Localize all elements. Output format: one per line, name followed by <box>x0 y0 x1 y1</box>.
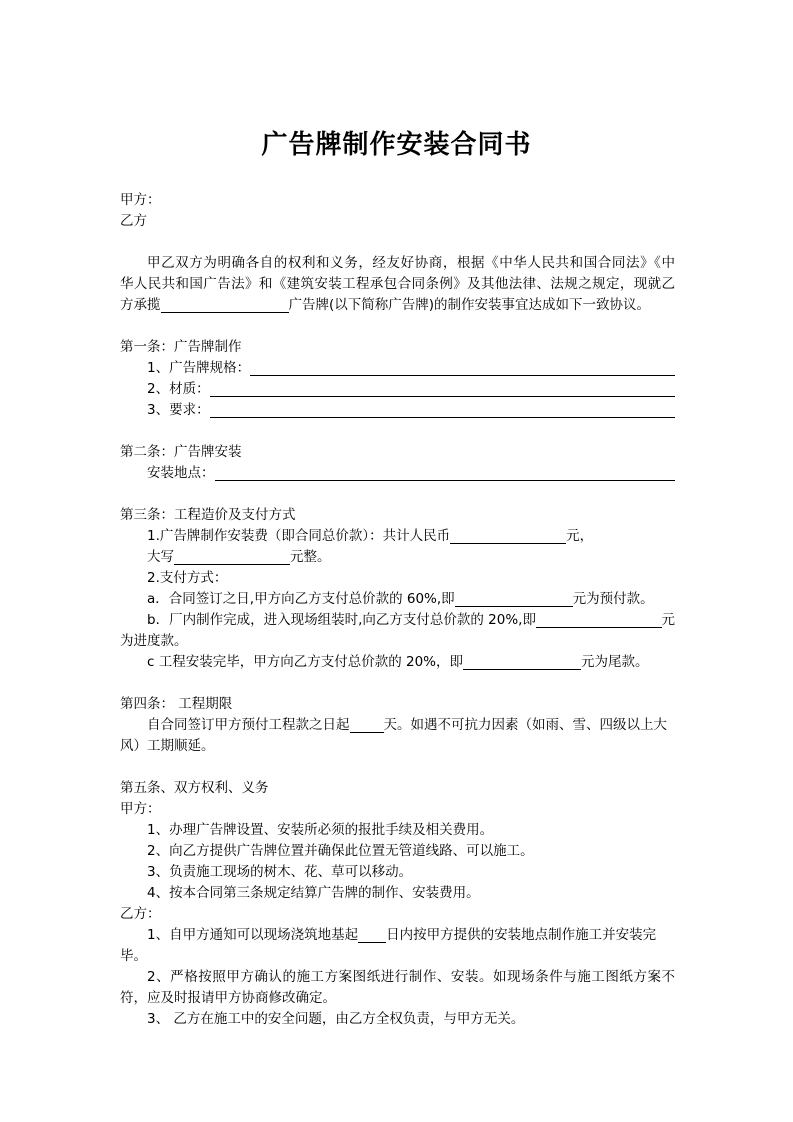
payment-c-row <box>120 652 675 673</box>
party-b-duties-label: 乙方： <box>120 906 161 922</box>
party-a-duty-4: 4、按本合同第三条规定结算广告牌的制作、安装费用。 <box>147 885 480 901</box>
blank-line <box>536 613 662 628</box>
duty-text: 1、自甲方通知可以现场浇筑地基起 <box>147 927 359 943</box>
location-label: 安装地点： <box>147 465 215 481</box>
blank-line <box>174 550 290 565</box>
blank-line <box>455 592 573 607</box>
payment-c-text: 元为尾款。 <box>581 654 649 670</box>
spec-label: 1、广告牌规格： <box>147 360 251 376</box>
blank-line <box>463 655 581 670</box>
preamble-line-3 <box>120 295 675 316</box>
blank-line <box>210 403 675 418</box>
fee-text: 1.广告牌制作安装费（即合同总价款）：共计人民币 <box>147 528 451 544</box>
payment-b-cont: 为进度款。 <box>120 633 188 649</box>
preamble-line-2: 华人民共和国广告法》和《建筑安装工程承包合同条例》及其他法律、法规之规定，现就乙 <box>120 276 675 292</box>
period-row <box>120 715 675 736</box>
requirement-label: 3、要求： <box>147 402 210 418</box>
blank-line <box>358 928 386 943</box>
party-a-duties-label: 甲方： <box>120 801 161 817</box>
party-b-duty-1 <box>120 925 675 946</box>
party-b-duty-1-cont: 毕。 <box>120 948 147 964</box>
page-title: 广告牌制作安装合同书 <box>261 130 532 160</box>
party-a-duty-2: 2、向乙方提供广告牌位置并确保此位置无管道线路、可以施工。 <box>147 843 534 859</box>
payment-a-text: a．合同签订之日,甲方向乙方支付总价款的 60%,即 <box>147 591 455 607</box>
blank-line <box>450 529 566 544</box>
period-text: 天。如遇不可抗力因素（如雨、雪、四级以上大 <box>383 717 667 733</box>
location-row <box>120 463 675 484</box>
period-cont: 风）工期顺延。 <box>120 738 215 754</box>
caps-text: 大写 <box>147 549 174 565</box>
fee-row <box>120 526 675 547</box>
contract-body <box>120 190 675 1030</box>
party-b-duty-2: 2、严格按照甲方确认的施工方案图纸进行制作、安装。如现场条件与施工图纸方案不 <box>147 969 675 985</box>
party-a-duty-1: 1、办理广告牌设置、安装所必须的报批手续及相关费用。 <box>147 822 494 838</box>
blank-line <box>161 298 289 313</box>
period-text: 自合同签订甲方预付工程款之日起 <box>147 717 350 733</box>
fee-text: 元， <box>566 528 594 544</box>
party-a-duty-3: 3、负责施工现场的树木、花、草可以移动。 <box>147 864 413 880</box>
requirement-row <box>120 400 675 421</box>
material-label: 2、材质： <box>147 381 210 397</box>
material-row <box>120 379 675 400</box>
blank-line <box>350 718 384 733</box>
blank-line <box>250 361 675 376</box>
payment-a-text: 元为预付款。 <box>572 591 654 607</box>
article-4-heading: 第四条： 工程期限 <box>120 696 233 712</box>
duty-text: 日内按甲方提供的安装地点制作施工并安装完 <box>386 927 657 943</box>
preamble-line-1: 甲乙双方为明确各自的权利和义务，经友好协商，根据《中华人民共和国合同法》《中 <box>147 255 675 271</box>
payment-b-text: 元 <box>661 612 675 628</box>
party-b-label: 乙方 <box>120 213 147 229</box>
payment-b-text: b．厂内制作完成，进入现场组装时,向乙方支付总价款的 20%,即 <box>147 612 536 628</box>
payment-b-row <box>120 610 675 631</box>
spec-row <box>120 358 675 379</box>
payment-a-row <box>120 589 675 610</box>
article-1-heading: 第一条：广告牌制作 <box>120 339 242 355</box>
payment-c-text: c 工程安装完毕，甲方向乙方支付总价款的 20%，即 <box>147 654 464 670</box>
payment-label: 2.支付方式： <box>147 570 228 586</box>
article-3-heading: 第三条：工程造价及支付方式 <box>120 507 296 523</box>
caps-text: 元整。 <box>290 549 331 565</box>
blank-line <box>210 382 675 397</box>
blank-line <box>215 466 676 481</box>
preamble-text: 广告牌(以下简称广告牌)的制作安装事宜达成如下一致协议。 <box>288 297 651 313</box>
party-a-label: 甲方： <box>120 192 161 208</box>
party-b-duty-3: 3、 乙方在施工中的安全问题，由乙方全权负责，与甲方无关。 <box>147 1011 525 1027</box>
article-2-heading: 第二条：广告牌安装 <box>120 444 242 460</box>
party-b-duty-2-cont: 符，应及时报请甲方协商修改确定。 <box>120 990 336 1006</box>
caps-row <box>120 547 675 568</box>
preamble-text: 方承揽 <box>120 297 161 313</box>
article-5-heading: 第五条、双方权利、义务 <box>120 780 269 796</box>
